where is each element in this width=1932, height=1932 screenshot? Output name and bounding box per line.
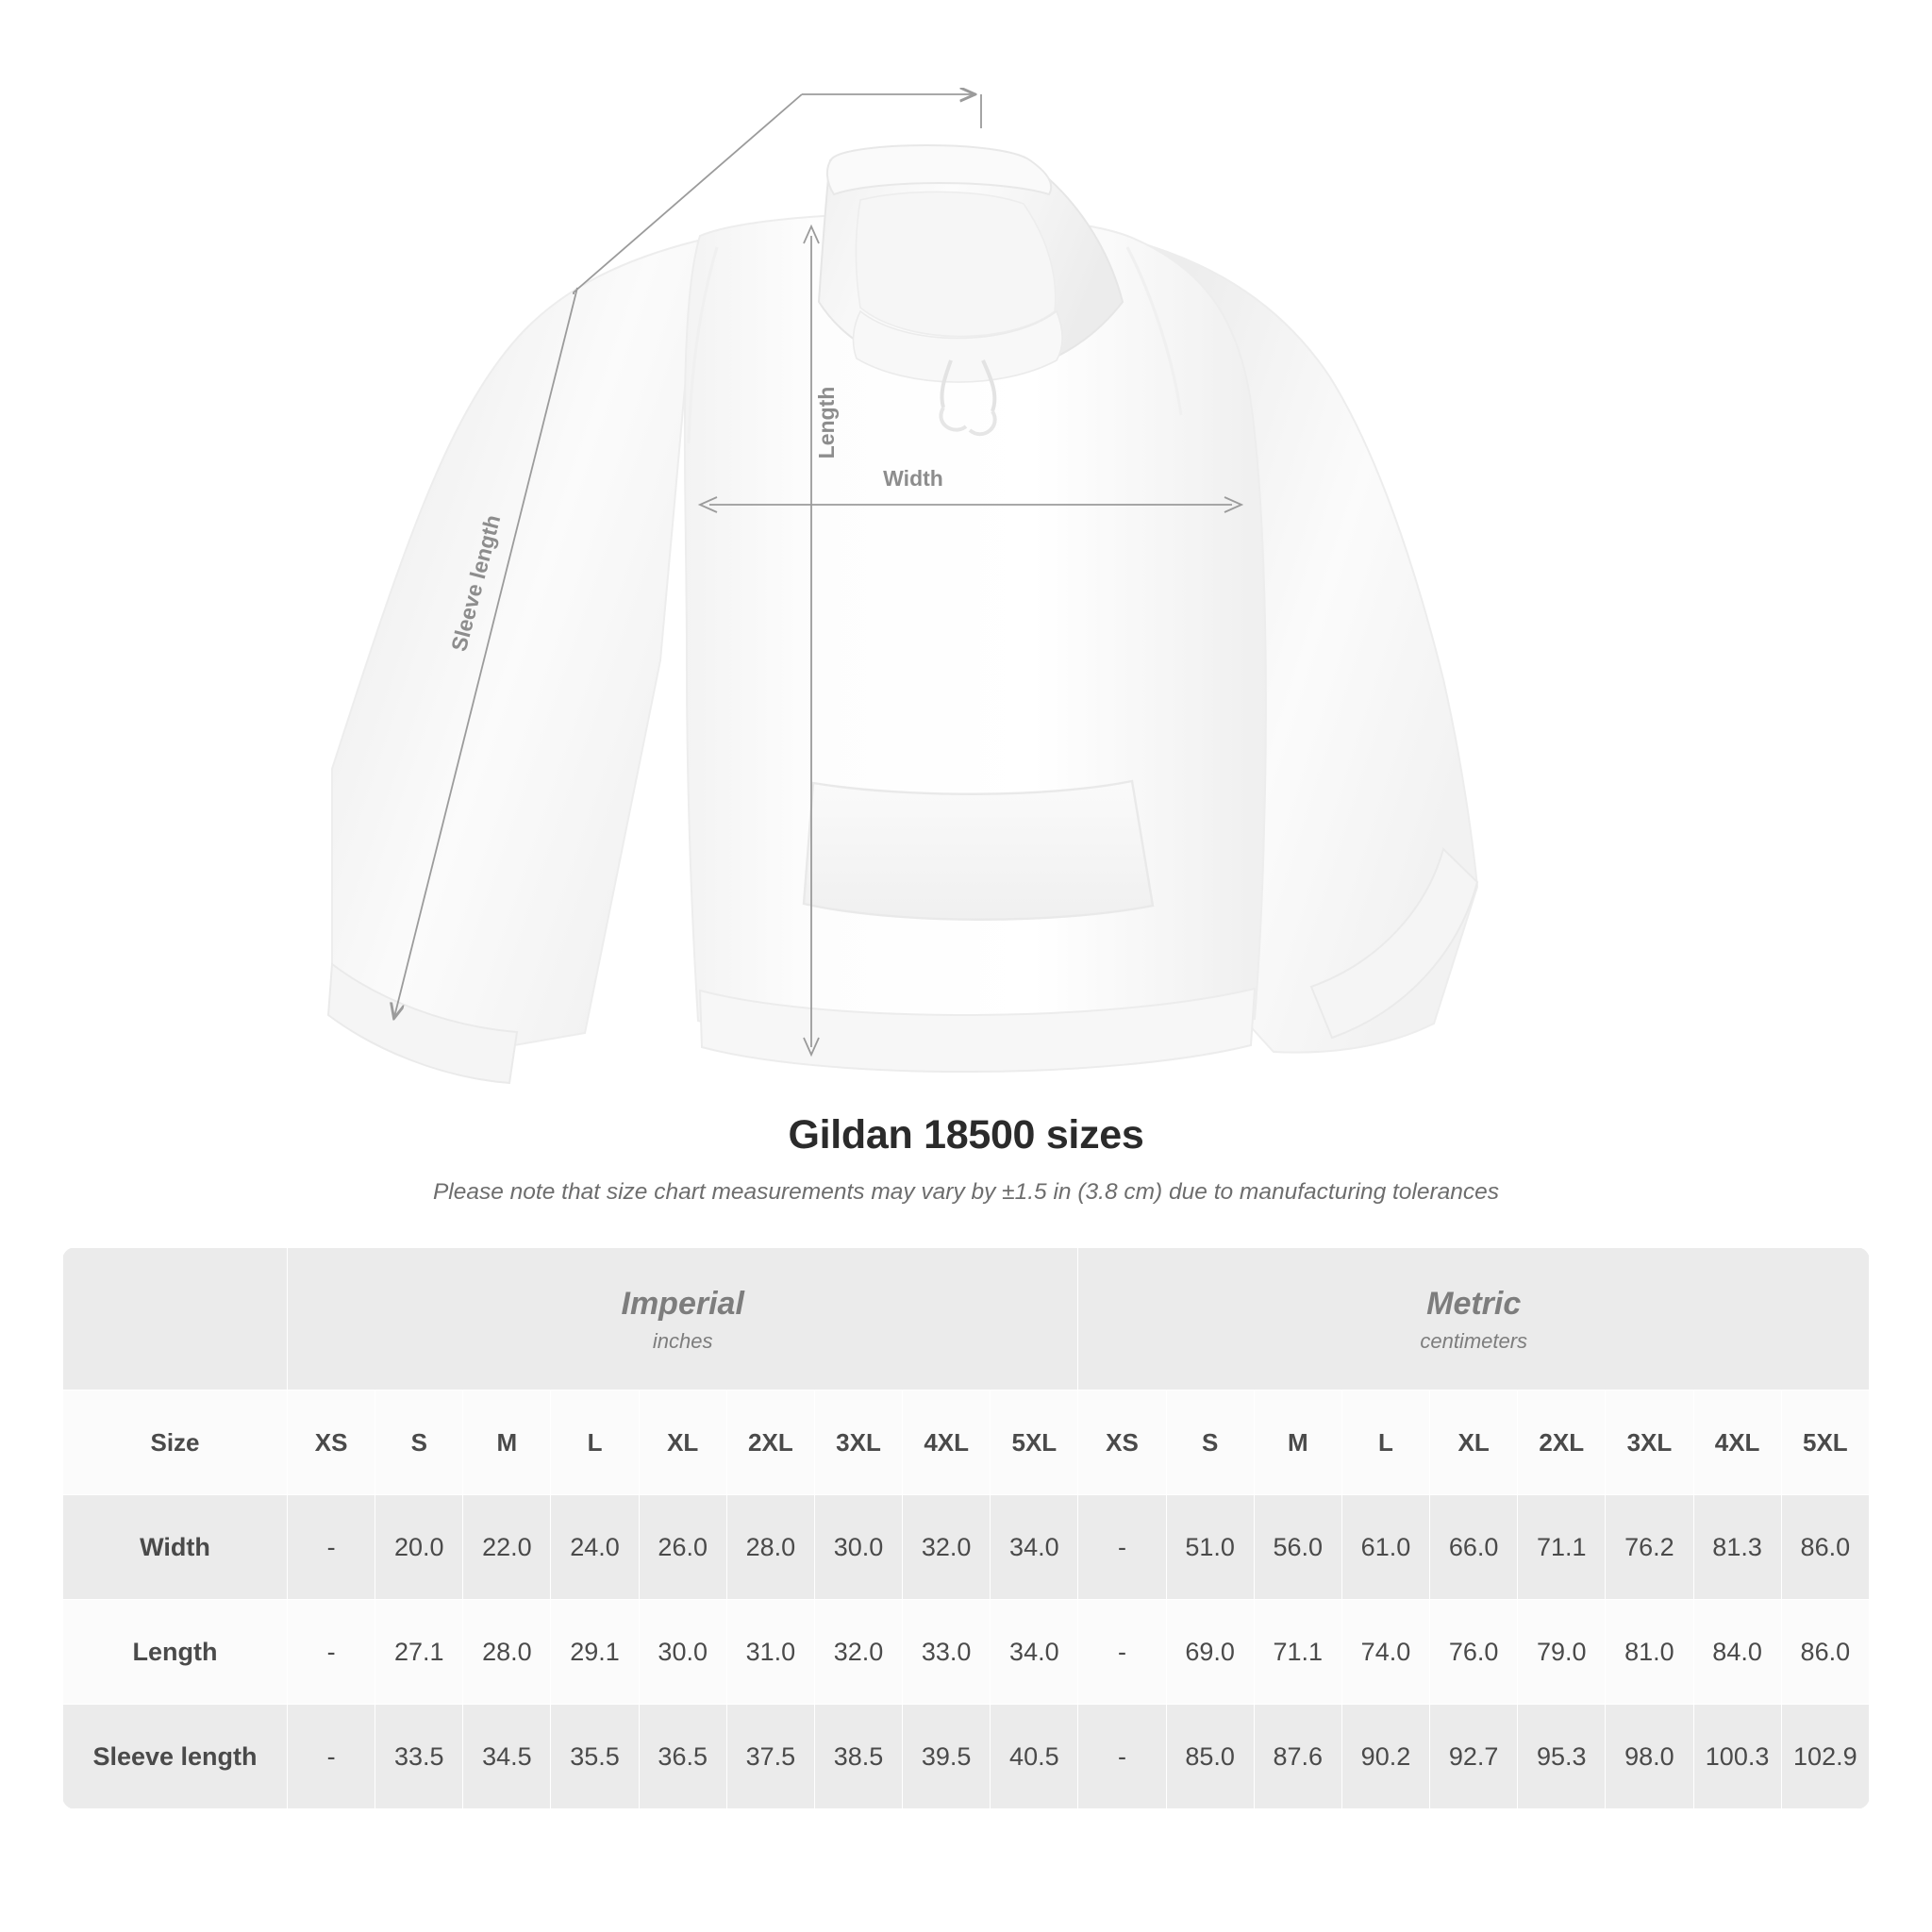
cell-value: 79.0 [1518,1600,1606,1705]
header-size: S [1166,1391,1254,1495]
unit-name-metric: Metric [1426,1285,1522,1322]
cell-value: 84.0 [1693,1600,1781,1705]
label-width: Width [883,466,943,491]
size-table [62,1247,1870,1809]
cell-value: - [1078,1600,1166,1705]
cell-value: 92.7 [1430,1705,1518,1809]
table-row [63,1600,1870,1705]
header-size: 2XL [1518,1391,1606,1495]
cell-value: - [288,1705,375,1809]
header-size: XS [288,1391,375,1495]
cell-value: 100.3 [1693,1705,1781,1809]
cell-value: 51.0 [1166,1495,1254,1600]
unit-header-metric [1078,1248,1870,1391]
header-size: M [463,1391,551,1495]
cell-value: 85.0 [1166,1705,1254,1809]
cell-value: 27.1 [375,1600,463,1705]
header-size: 2XL [726,1391,814,1495]
hoodie-shape [328,145,1477,1083]
cell-value: 66.0 [1430,1495,1518,1600]
cell-value: 61.0 [1341,1495,1429,1600]
header-size: XL [639,1391,726,1495]
chart-note: Please note that size chart measurements may vary by ±1.5 in (3.8 cm) due to manufacturing tolerances [432,1179,1500,1205]
cell-value: - [288,1600,375,1705]
cell-value: 36.5 [639,1705,726,1809]
unit-name-imperial: Imperial [621,1285,744,1322]
cell-value: 86.0 [1781,1600,1869,1705]
header-size: XS [1078,1391,1166,1495]
cell-value: 30.0 [814,1495,902,1600]
size-table-wrapper [62,1247,1870,1809]
table-row [63,1495,1870,1600]
header-size: 4XL [903,1391,991,1495]
cell-value: 28.0 [726,1495,814,1600]
cell-value: - [1078,1495,1166,1600]
cell-value: 87.6 [1254,1705,1341,1809]
cell-value: 37.5 [726,1705,814,1809]
header-size: 5XL [991,1391,1078,1495]
cell-value: 56.0 [1254,1495,1341,1600]
cell-value: 20.0 [375,1495,463,1600]
cell-value: 76.0 [1430,1600,1518,1705]
cell-value: 29.1 [551,1600,639,1705]
cell-value: 22.0 [463,1495,551,1600]
cell-value: 33.5 [375,1705,463,1809]
chart-title: Gildan 18500 sizes [788,1112,1144,1158]
row-label: Sleeve length [63,1705,288,1809]
cell-value: 74.0 [1341,1600,1429,1705]
cell-value: 40.5 [991,1705,1078,1809]
cell-value: 26.0 [639,1495,726,1600]
cell-value: 32.0 [814,1600,902,1705]
cell-value: 24.0 [551,1495,639,1600]
header-size: 3XL [814,1391,902,1495]
header-size: L [551,1391,639,1495]
cell-value: 38.5 [814,1705,902,1809]
title-block [0,1112,1932,1206]
cell-value: 34.0 [991,1600,1078,1705]
header-size: S [375,1391,463,1495]
cell-value: 33.0 [903,1600,991,1705]
label-sleeve-length: Sleeve length [446,511,506,655]
size-header-row [63,1391,1870,1495]
unit-header-row [63,1248,1870,1391]
cell-value: 31.0 [726,1600,814,1705]
cell-value: 28.0 [463,1600,551,1705]
cell-value: 86.0 [1781,1495,1869,1600]
cell-value: 76.2 [1606,1495,1693,1600]
cell-value: - [288,1495,375,1600]
unit-header-spacer [63,1248,288,1391]
header-size-label: Size [63,1391,288,1495]
cell-value: 32.0 [903,1495,991,1600]
cell-value: 102.9 [1781,1705,1869,1809]
cell-value: 71.1 [1518,1495,1606,1600]
unit-sub-metric: centimeters [1420,1329,1528,1354]
header-size: 3XL [1606,1391,1693,1495]
cell-value: 98.0 [1606,1705,1693,1809]
header-size: 4XL [1693,1391,1781,1495]
cell-value: 71.1 [1254,1600,1341,1705]
header-size: M [1254,1391,1341,1495]
cell-value: 34.5 [463,1705,551,1809]
header-size: 5XL [1781,1391,1869,1495]
cell-value: 81.3 [1693,1495,1781,1600]
cell-value: 95.3 [1518,1705,1606,1809]
unit-sub-imperial: inches [652,1329,713,1354]
header-size: L [1341,1391,1429,1495]
cell-value: - [1078,1705,1166,1809]
cell-value: 81.0 [1606,1600,1693,1705]
cell-value: 69.0 [1166,1600,1254,1705]
cell-value: 30.0 [639,1600,726,1705]
cell-value: 35.5 [551,1705,639,1809]
row-label: Length [63,1600,288,1705]
unit-header-imperial [288,1248,1078,1391]
header-size: XL [1430,1391,1518,1495]
cell-value: 34.0 [991,1495,1078,1600]
cell-value: 90.2 [1341,1705,1429,1809]
cell-value: 39.5 [903,1705,991,1809]
table-row [63,1705,1870,1809]
row-label: Width [63,1495,288,1600]
label-length: Length [814,386,839,459]
